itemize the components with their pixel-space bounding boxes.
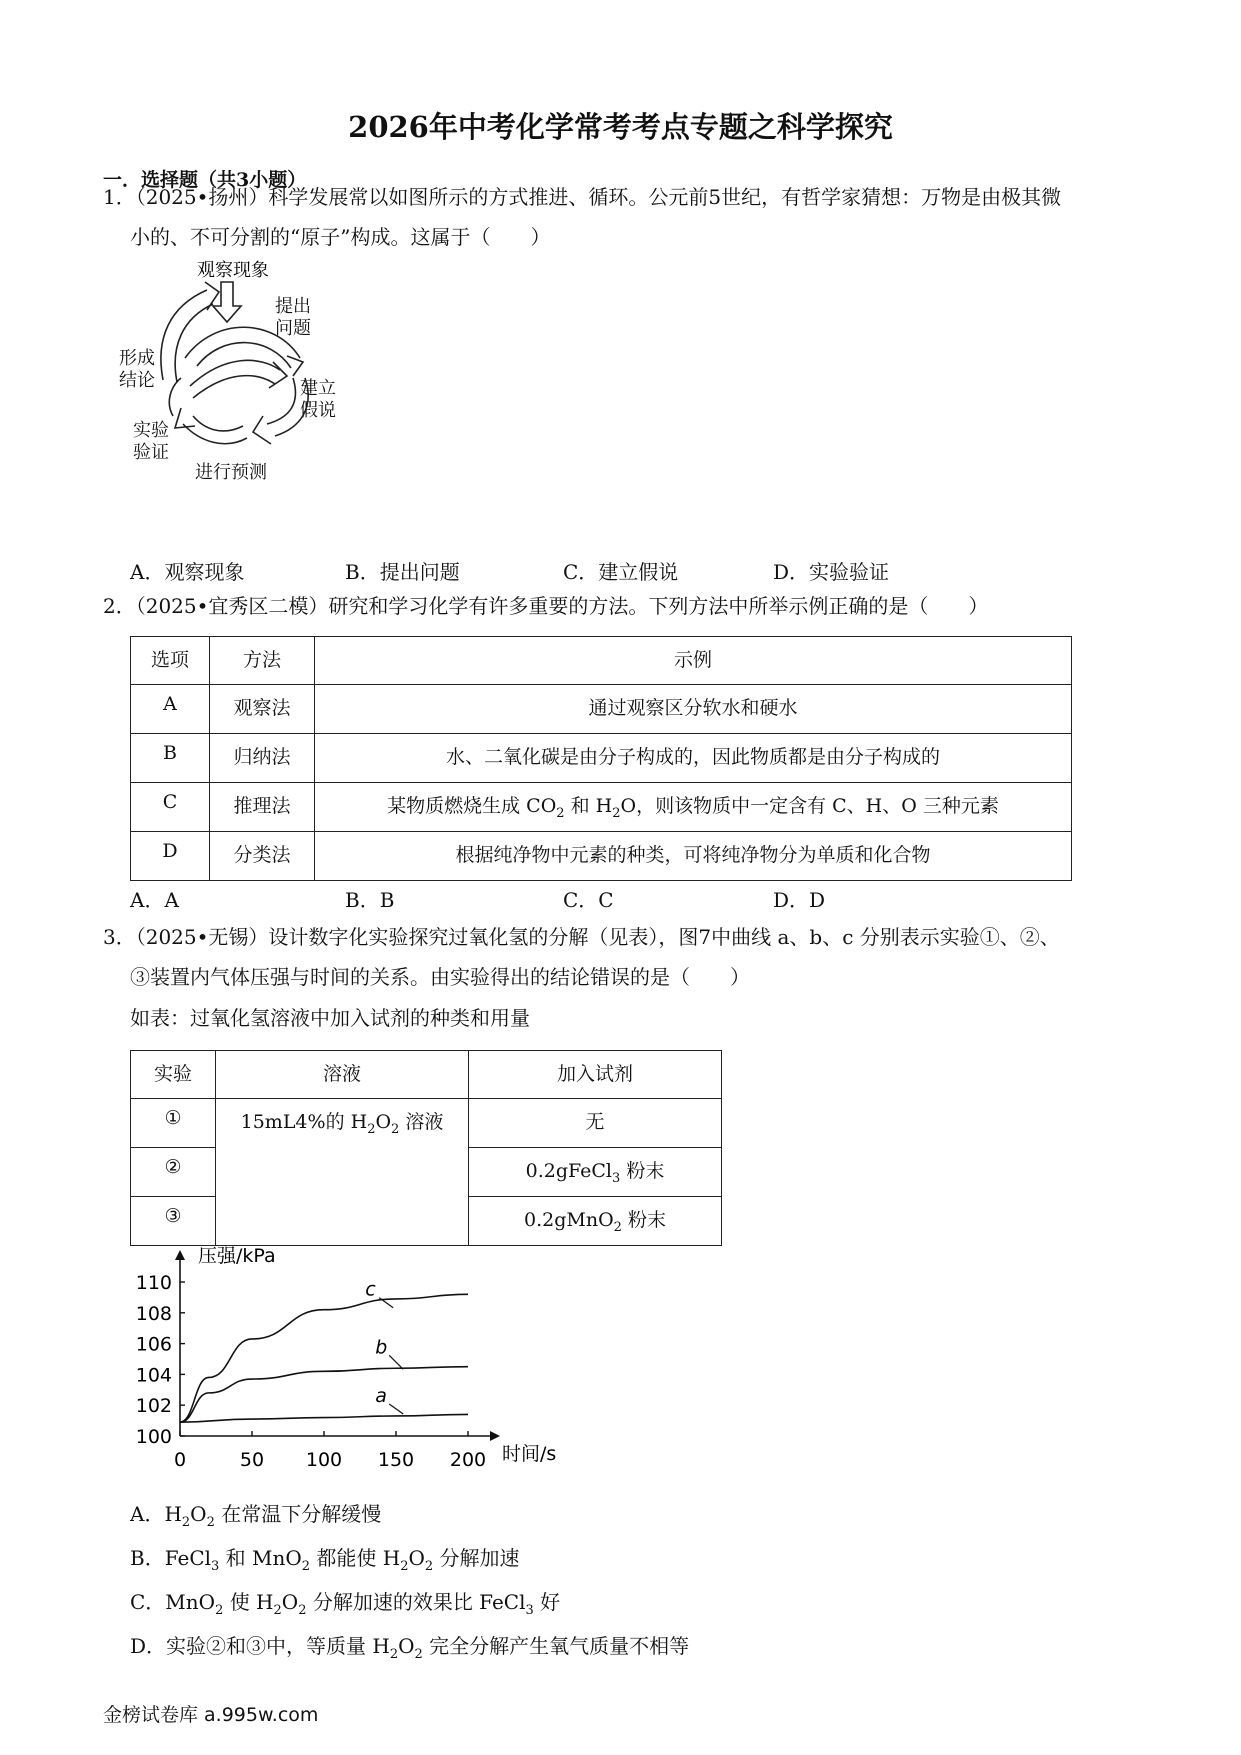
y-tick-label: 110 bbox=[135, 1272, 172, 1294]
q3-table-header bbox=[131, 1051, 722, 1099]
x-tick-label: 100 bbox=[305, 1449, 343, 1470]
q1-line1: 1．（2025•扬州）科学发展常以如图所示的方式推进、循环。公元前5世纪，有哲学家猜想：万物是由极其微 bbox=[103, 185, 1062, 209]
q1-option-d: D．实验验证 bbox=[773, 560, 890, 584]
arc-left-top-inner bbox=[175, 304, 213, 382]
series-label-b: b bbox=[375, 1336, 388, 1359]
q3-line2: ③装置内气体压强与时间的关系。由实验得出的结论错误的是（ ） bbox=[130, 965, 750, 989]
q2-row-a-example: 通过观察区分软水和硬水 bbox=[315, 685, 1072, 734]
diagram-label-right-bottom: 建立 假说 bbox=[300, 378, 336, 421]
series-label-c: c bbox=[365, 1278, 376, 1301]
q1-line2: 小的、不可分割的“原子”构成。这属于（ ） bbox=[130, 225, 551, 249]
diagram-label-bottom: 进行预测 bbox=[195, 462, 267, 483]
series-line-c bbox=[180, 1294, 468, 1422]
q2-header-example: 示例 bbox=[315, 637, 1072, 685]
diagram-label-left-top: 形成 结论 bbox=[119, 348, 155, 391]
q2-row-c-method: 推理法 bbox=[210, 783, 315, 832]
q3-header-reagent: 加入试剂 bbox=[469, 1051, 722, 1099]
arc-left-top bbox=[161, 290, 207, 380]
y-tick-label: 106 bbox=[135, 1333, 172, 1356]
table-row bbox=[131, 685, 1072, 734]
q3-option-d: D．实验②和③中，等质量 $H_2O_2$ 完全分解产生氧气质量不相等 bbox=[130, 1634, 690, 1662]
q2-row-a-method: 观察法 bbox=[210, 685, 315, 734]
q1-option-a: A．观察现象 bbox=[130, 560, 245, 584]
q3-reagent-3: 0.2gMnO$_2$ 粉末 bbox=[469, 1197, 722, 1246]
q3-exp-3: ③ bbox=[131, 1197, 216, 1246]
down-arrow bbox=[213, 282, 241, 322]
chart-xlabel: 时间/s bbox=[502, 1443, 557, 1465]
q2-line1: 2．（2025•宜秀区二模）研究和学习化学有许多重要的方法。下列方法中所举示例正确的是（ ） bbox=[103, 594, 989, 618]
q2-row-a-option: A bbox=[131, 685, 210, 734]
q2-header-method: 方法 bbox=[210, 637, 315, 685]
x-tick-label: 50 bbox=[239, 1449, 265, 1470]
q2-option-b: B．B bbox=[345, 888, 395, 912]
q2-row-d-option: D bbox=[131, 832, 210, 881]
q2-row-b-option: B bbox=[131, 734, 210, 783]
footer-watermark: 金榜试卷库 a.995w.com bbox=[103, 1704, 319, 1726]
q3-line3: 如表：过氧化氢溶液中加入试剂的种类和用量 bbox=[130, 1006, 530, 1030]
diagram-top-label: 观察现象 bbox=[197, 260, 269, 281]
q1-option-c: C．建立假说 bbox=[563, 560, 679, 584]
x-tick-label: 150 bbox=[377, 1449, 415, 1470]
q2-table bbox=[130, 636, 1072, 881]
y-axis-arrow bbox=[175, 1250, 185, 1260]
x-tick-label: 200 bbox=[449, 1449, 487, 1470]
table-row bbox=[131, 1099, 722, 1148]
series-label-a: a bbox=[375, 1384, 387, 1407]
q2-option-c: C．C bbox=[563, 888, 614, 912]
series-leader-b bbox=[389, 1355, 403, 1369]
q2-row-c-option: C bbox=[131, 783, 210, 832]
diagram-label-left-bottom: 实验 验证 bbox=[133, 420, 169, 463]
y-tick-label: 102 bbox=[135, 1395, 172, 1418]
y-tick-label: 104 bbox=[135, 1364, 172, 1387]
q3-header-solution: 溶液 bbox=[216, 1051, 469, 1099]
q1-cycle-diagram bbox=[115, 258, 365, 488]
series-leader-a bbox=[389, 1404, 403, 1414]
table-row bbox=[131, 832, 1072, 881]
q2-row-d-method: 分类法 bbox=[210, 832, 315, 881]
q2-option-a: A．A bbox=[130, 888, 179, 912]
series-line-a bbox=[180, 1414, 468, 1422]
q2-table-header bbox=[131, 637, 1072, 685]
section-heading: 一．选择题（共3小题） bbox=[103, 169, 307, 191]
q2-row-b-example: 水、二氧化碳是由分子构成的，因此物质都是由分子构成的 bbox=[315, 734, 1072, 783]
q2-row-c-example: 某物质燃烧生成 $CO_2$ 和 $H_2O$，则该物质中一定含有 C、H、O 三种元素 bbox=[315, 783, 1072, 832]
q1-option-b: B．提出问题 bbox=[345, 560, 460, 584]
page-title: 2026年中考化学常考考点专题之科学探究 bbox=[348, 110, 893, 144]
y-tick-label: 108 bbox=[135, 1302, 172, 1325]
table-row bbox=[131, 734, 1072, 783]
q3-reagent-2: 0.2gFeCl$_3$ 粉末 bbox=[469, 1148, 722, 1197]
q3-option-c: C．MnO$_2$ 使 $H_2O_2$ 分解加速的效果比 FeCl$_3$ 好 bbox=[130, 1590, 561, 1618]
q2-row-b-method: 归纳法 bbox=[210, 734, 315, 783]
chart-ylabel: 压强/kPa bbox=[198, 1245, 276, 1267]
diagram-label-right-top: 提出 问题 bbox=[275, 296, 311, 339]
q2-row-d-example: 根据纯净物中元素的种类，可将纯净物分为单质和化合物 bbox=[315, 832, 1072, 881]
q3-header-exp: 实验 bbox=[131, 1051, 216, 1099]
arc-left-up bbox=[169, 378, 181, 416]
q2-option-d: D．D bbox=[773, 888, 826, 912]
series-line-b bbox=[180, 1367, 468, 1422]
y-tick-label: 100 bbox=[135, 1426, 172, 1448]
q3-table bbox=[130, 1050, 722, 1246]
table-row bbox=[131, 783, 1072, 832]
x-tick-label: 0 bbox=[173, 1449, 187, 1470]
q3-option-a: A．$H_2O_2$ 在常温下分解缓慢 bbox=[130, 1502, 382, 1530]
q2-header-option: 选项 bbox=[131, 637, 210, 685]
x-axis-arrow bbox=[490, 1431, 500, 1441]
q3-line1: 3．（2025•无锡）设计数字化实验探究过氧化氢的分解（见表），图7中曲线 a、b、c 分别表示实验①、②、 bbox=[103, 925, 1060, 949]
q3-option-b: B．FeCl$_3$ 和 MnO$_2$ 都能使 $H_2O_2$ 分解加速 bbox=[130, 1546, 520, 1574]
q3-solution: 15mL4%的 $H_2O_2$ 溶液 bbox=[216, 1099, 469, 1246]
q3-reagent-1: 无 bbox=[469, 1099, 722, 1148]
pressure-time-chart bbox=[110, 1240, 590, 1470]
arc-middle bbox=[190, 360, 280, 386]
q3-exp-2: ② bbox=[131, 1148, 216, 1197]
q3-exp-1: ① bbox=[131, 1099, 216, 1148]
